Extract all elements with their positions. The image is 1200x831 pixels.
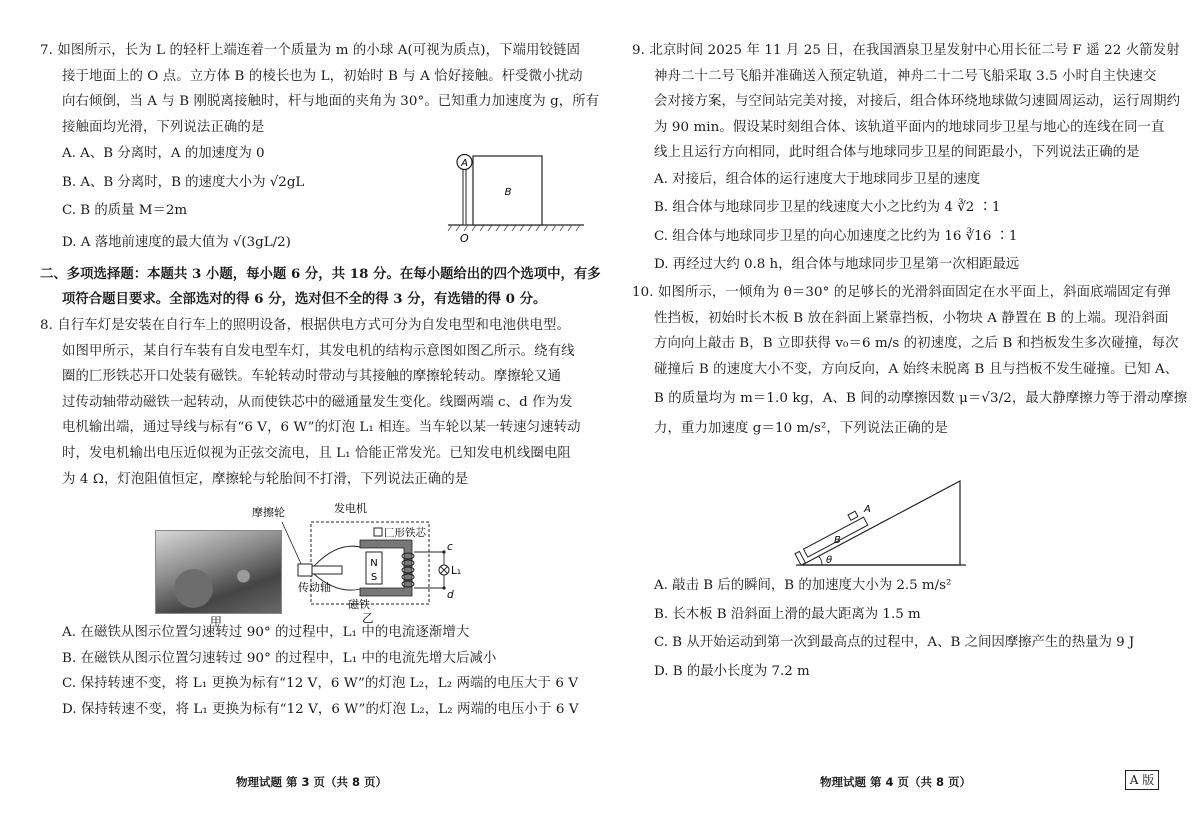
fig-caption-jia: 甲	[210, 615, 223, 629]
fig-caption-yi: 乙	[362, 611, 374, 625]
q10-line: 10. 如图所示，一倾角为 θ＝30° 的足够长的光滑斜面固定在水平面上，斜面底端固定有弹	[632, 284, 1172, 300]
lamp-label: L₁	[451, 565, 462, 577]
shaft-label: 传动轴	[298, 581, 331, 594]
q7-option-d: D. A 落地前速度的最大值为 √(3gL/2)	[62, 234, 291, 250]
q7-option-b: B. A、B 分离时，B 的速度大小为 √2gL	[62, 174, 305, 190]
left-footer: 物理试题 第 3 页（共 8 页）	[236, 775, 388, 789]
q7-line: 接于地面上的 O 点。立方体 B 的棱长也为 L，初始时 B 与 A 恰好接触。杆受微小扰动	[62, 68, 583, 84]
block-a	[848, 511, 858, 520]
drive-shaft	[312, 566, 342, 574]
q8-line: 如图甲所示，某自行车装有自发电型车灯，其发电机的结构示意图如图乙所示。绕有线	[62, 343, 575, 359]
q7-option-c: C. B 的质量 M＝2m	[62, 203, 188, 219]
q10-option-a: A. 敲击 B 后的瞬间，B 的加速度大小为 2.5 m/s²	[654, 578, 952, 593]
q9-option-b: B. 组合体与地球同步卫星的线速度大小之比约为 4 ∛2 ∶1	[654, 200, 1001, 216]
q7-label-b: B	[504, 187, 512, 198]
q9-option-c: C. 组合体与地球同步卫星的向心加速度之比约为 16 ∛16 ∶1	[654, 228, 1018, 244]
q7-option-a: A. A、B 分离时，A 的加速度为 0	[62, 146, 265, 162]
q7-line: 向右倾倒，当 A 与 B 刚脱离接触时，杆与地面的夹角为 30°。已知重力加速度为 g，所有	[62, 94, 600, 110]
terminal-c	[442, 550, 445, 553]
terminal-c-label: c	[447, 541, 453, 553]
q7-ground-hatch	[448, 225, 580, 231]
right-column	[632, 38, 1188, 442]
q10-line: B 的质量均为 m＝1.0 kg，A、B 间的动摩擦因数 μ＝√3/2，最大静摩擦力等于滑动摩擦	[654, 391, 1188, 407]
q8-option-a: A. 在磁铁从图示位置匀速转过 90° 的过程中，L₁ 中的电流逐渐增大	[62, 625, 470, 640]
magnet-n: N	[370, 558, 378, 569]
bicycle-photo	[155, 530, 282, 614]
q8-options	[40, 620, 580, 722]
magnet-s: S	[370, 572, 378, 583]
q10-option-c: C. B 从开始运动到第一次到最高点的过程中，A、B 之间因摩擦产生的热量为 9 J	[654, 635, 1135, 650]
label-a: A	[864, 504, 871, 515]
q8-line: 8. 自行车灯是安装在自行车上的照明设备，根据供电方式可分为自发电型和电池供电型。	[40, 318, 570, 334]
q7-line: 接触面均光滑，下列说法正确的是	[62, 119, 265, 135]
q8-option-b: B. 在磁铁从图示位置匀速转过 90° 的过程中，L₁ 中的电流先增大后减小	[62, 650, 497, 666]
stop-baffle	[795, 551, 806, 565]
q8-line: 为 4 Ω，灯泡阻值恒定，摩擦轮与轮胎间不打滑，下列说法正确的是	[62, 471, 469, 487]
leader-line	[282, 522, 302, 566]
q9-line: 9. 北京时间 2025 年 11 月 25 日，在我国酒泉卫星发射中心用长征二号 F 遥 22 火箭发射	[632, 43, 1180, 58]
question-8	[40, 313, 580, 492]
question-10	[632, 280, 1188, 442]
generator-diagram	[252, 500, 474, 630]
q7-line: 7. 如图所示，长为 L 的轻杆上端连着一个质量为 m 的小球 A(可视为质点)，下端用铰链固	[40, 43, 581, 58]
q10-line: 碰撞后 B 的速度大小不变，方向反向，A 始终未脱离 B 且与挡板不发生碰撞。已知 A、	[654, 361, 1179, 377]
q9-line: 为 90 min。假设某时刻组合体、该轨道平面内的地球同步卫星与地心的连线在同一直	[654, 119, 1165, 135]
section-2-line: 二、多项选择题：本题共 3 小题，每小题 6 分，共 18 分。在每小题给出的四个选项中，有多	[40, 265, 601, 282]
label-theta: θ	[826, 555, 833, 566]
q9-option-d: D. 再经过大约 0.8 h，组合体与地球同步卫星第一次相距最远	[654, 257, 1020, 273]
core-legend-box	[374, 528, 382, 536]
q7-rod	[463, 169, 466, 225]
core-label: 匚形铁芯	[384, 527, 426, 539]
q10-options	[632, 572, 1172, 686]
incline-figure	[790, 475, 970, 575]
label-b: B	[834, 535, 841, 546]
q10-line: 方向向上敲击 B，B 立即获得 v₀＝6 m/s 的初速度，之后 B 和挡板发生多次碰撞，每次	[654, 336, 1179, 352]
terminal-d	[442, 586, 445, 589]
q10-option-d: D. B 的最小长度为 7.2 m	[654, 663, 810, 679]
q8-line: 电机输出端，通过导线与标有“6 V，6 W”的灯泡 L₁ 相连。当车轮以某一转速匀速转动	[62, 420, 581, 436]
q7-figure	[448, 150, 588, 250]
question-9	[632, 38, 1181, 280]
generator-label: 发电机	[334, 502, 367, 515]
q7-label-a: A	[461, 158, 468, 169]
version-badge: A 版	[1125, 770, 1159, 790]
left-column	[40, 38, 601, 492]
section-2-heading	[40, 262, 601, 313]
q8-line: 过传动轴带动磁铁一起转动，从而使铁芯中的磁通量发生变化。线圈两端 c、d 作为发	[62, 394, 573, 410]
q9-line: 线上且运行方向相同，此时组合体与地球同步卫星的间距最小，下列说法正确的是	[654, 145, 1140, 161]
q10-line: 力，重力加速度 g＝10 m/s²，下列说法正确的是	[654, 421, 948, 437]
right-footer: 物理试题 第 4 页（共 8 页）	[820, 775, 972, 789]
friction-wheel	[298, 564, 312, 576]
magnet-label: 磁铁	[348, 598, 370, 611]
q7-label-o: O	[460, 232, 469, 245]
q8-line: 时，发电机输出电压近似视为正弦交流电，且 L₁ 恰能正常发光。已知发电机线圈电阻	[62, 446, 571, 462]
incline-surface	[802, 481, 960, 565]
friction-wheel-label: 摩擦轮	[252, 506, 285, 519]
q8-option-c: C. 保持转速不变，将 L₁ 更换为标有“12 V，6 W”的灯泡 L₂，L₂ 两端的电压大于 6 V	[62, 676, 579, 692]
q10-line: 性挡板，初始时长木板 B 放在斜面上紧靠挡板，小物块 A 静置在 B 的上端。现沿斜面	[654, 310, 1169, 326]
q9-line: 会对接方案，与空间站完美对接，对接后，组合体环绕地球做匀速圆周运动，运行周期约	[654, 94, 1181, 110]
q8-line: 圈的匚形铁芯开口处装有磁铁。车轮转动时带动与其接触的摩擦轮转动。摩擦轮又通	[62, 369, 562, 385]
section-2-line: 项符合题目要求。全部选对的得 6 分，选对但不全的得 3 分，有选错的得 0 分。	[62, 291, 547, 308]
q9-line: 神舟二十二号飞船并准确送入预定轨道，神舟二十二号飞船采取 3.5 小时自主快速交	[654, 68, 1157, 84]
terminal-d-label: d	[447, 589, 454, 601]
lamp-symbol	[439, 565, 449, 575]
q10-option-b: B. 长木板 B 沿斜面上滑的最大距离为 1.5 m	[654, 606, 921, 622]
q9-option-a: A. 对接后，组合体的运行速度大于地球同步卫星的速度	[654, 171, 981, 187]
q8-option-d: D. 保持转速不变，将 L₁ 更换为标有“12 V，6 W”的灯泡 L₂，L₂ 两端的电压小于 6 V	[62, 701, 579, 717]
